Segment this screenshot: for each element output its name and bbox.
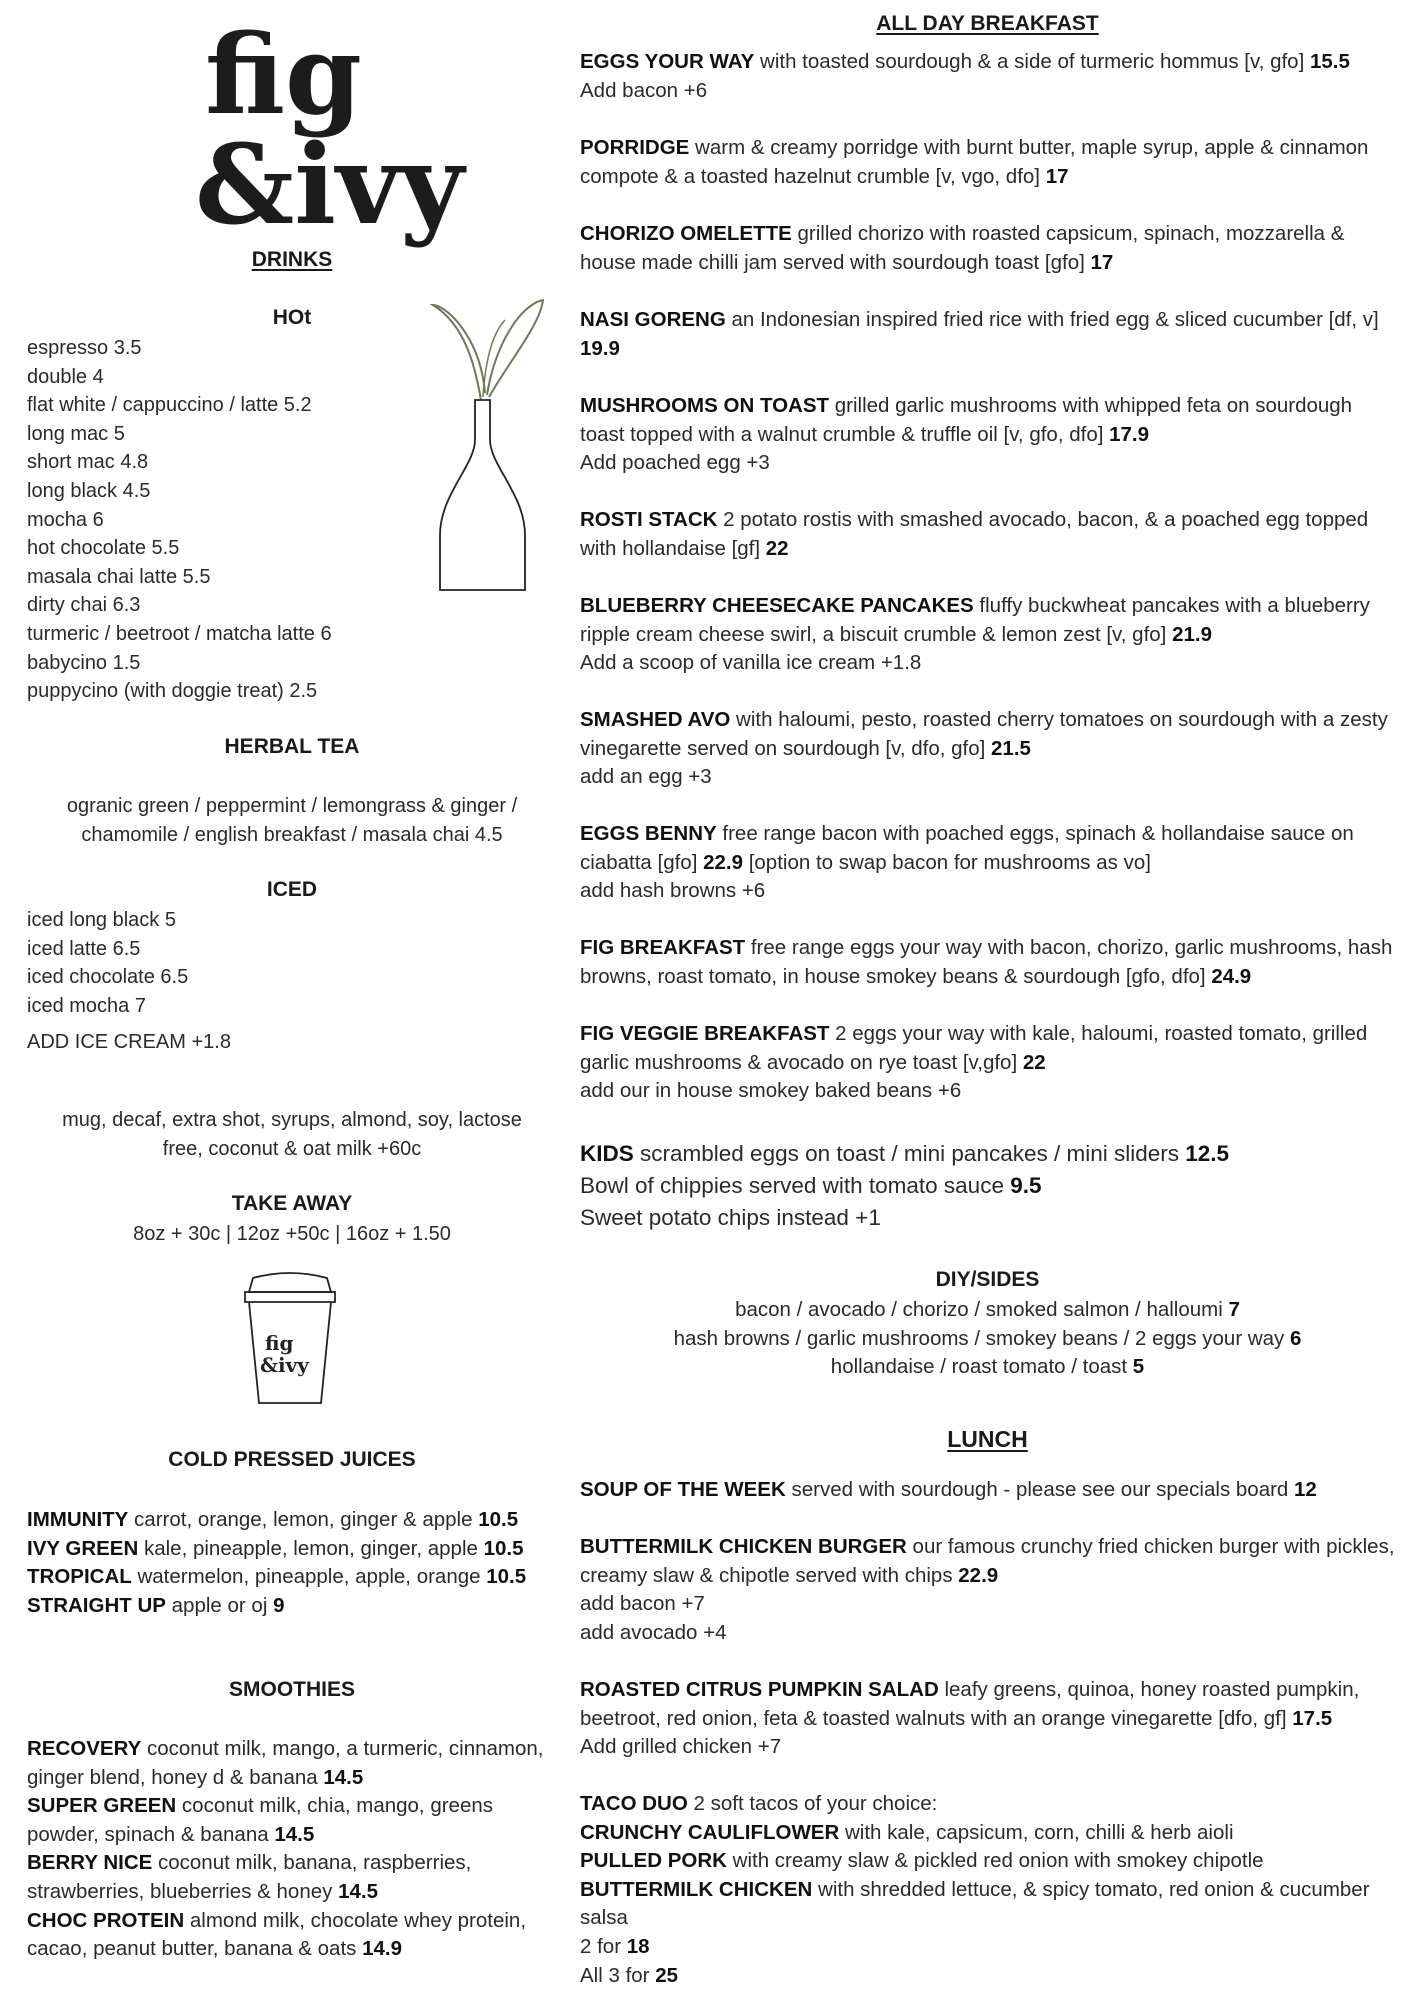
list-item: iced long black 5	[27, 909, 176, 931]
lunch-item: SOUP OF THE WEEK served with sourdough - please see our specials board 12	[580, 1478, 1317, 1501]
list-item: iced mocha 7	[27, 994, 146, 1017]
fig-ivy-logo	[195, 8, 464, 249]
list-item: iced latte 6.5	[27, 937, 141, 960]
svg-text:fig: fig	[205, 10, 362, 139]
list-item: RECOVERY coconut milk, mango, a turmeric, cinnamon, ginger blend, honey d & banana 14.5	[27, 1737, 544, 1789]
list-item: espresso 3.5	[27, 337, 142, 359]
smoothies-title: SMOOTHIES	[228, 1678, 355, 1701]
list-item: SUPER GREEN coconut milk, chia, mango, greens powder, spinach & banana 14.5	[27, 1794, 494, 1846]
herbal-tea-title: HERBAL TEA	[224, 735, 360, 758]
list-item: dirty chai 6.3	[27, 594, 141, 617]
list-item: flat white / cappuccino / latte 5.2	[27, 394, 312, 417]
list-item: TROPICAL watermelon, pineapple, apple, orange 10.5	[27, 1565, 527, 1589]
svg-text:&ivy: &ivy	[195, 120, 464, 249]
iced-title: ICED	[266, 878, 318, 901]
smoothies-list	[27, 1735, 557, 1964]
list-item: turmeric / beetroot / matcha latte 6	[27, 622, 332, 645]
breakfast-item: CHORIZO OMELETTE grilled chorizo with roasted capsicum, spinach, mozzarella & house made chilli jam served with sourdough toast [gfo] 17	[580, 222, 1345, 274]
breakfast-item: ROSTI STACK 2 potato rostis with smashed avocado, bacon, & a poached egg topped with hollandaise [gf] 22	[580, 508, 1369, 560]
coffee-cup-illustration	[235, 1268, 345, 1408]
breakfast-item: FIG BREAKFAST free range eggs your way with bacon, chorizo, garlic mushrooms, hash browns, roast tomato, in house smokey beans & sourdough [gfo, dfo] 24.9	[580, 936, 1393, 988]
iced-drinks-list	[27, 906, 557, 1057]
list-item: mocha 6	[27, 508, 104, 531]
list-item: short mac 4.8	[27, 451, 149, 474]
sides-title: DIY/SIDES	[935, 1268, 1040, 1291]
juices-title: COLD PRESSED JUICES	[168, 1448, 416, 1471]
lunch-item: ROASTED CITRUS PUMPKIN SALAD leafy greens, quinoa, honey roasted pumpkin, beetroot, red onion, feta & toasted walnuts with an orange vinegarette [dfo, gf] 17.5 Add grilled chicken +7	[580, 1678, 1360, 1759]
breakfast-item: SMASHED AVO with haloumi, pesto, roasted cherry tomatoes on sourdough with a zesty vinegarette served on sourdough [v, dfo, gfo] 21.5 add an egg +3	[580, 708, 1388, 789]
list-item: double 4	[27, 365, 104, 388]
sides-list: bacon / avocado / chorizo / smoked salmon / halloumi 7 hash browns / garlic mushrooms / smokey beans / 2 eggs your way 6 hollandaise / roast tomato / toast 5	[673, 1298, 1302, 1379]
milk-extras: mug, decaf, extra shot, syrups, almond, soy, lactose free, coconut & oat milk +60c	[62, 1109, 522, 1160]
breakfast-item: MUSHROOMS ON TOAST grilled garlic mushrooms with whipped feta on sourdough toast topped with a walnut crumble & truffle oil [v, gfo, dfo] 17.9 Add poached egg +3	[580, 394, 1353, 475]
breakfast-item: FIG VEGGIE BREAKFAST 2 eggs your way with kale, haloumi, roasted tomato, grilled garlic mushrooms & avocado on rye toast [v,gfo] 22 add our in house smokey baked beans +6	[580, 1022, 1368, 1103]
breakfast-item: PORRIDGE warm & creamy porridge with burnt butter, maple syrup, apple & cinnamon compote & a toasted hazelnut crumble [v, vgo, dfo] 17	[580, 136, 1369, 188]
hot-drinks-list	[27, 334, 557, 706]
list-item: BERRY NICE coconut milk, banana, raspberries, strawberries, blueberries & honey 14.5	[27, 1851, 472, 1903]
breakfast-item: EGGS BENNY free range bacon with poached eggs, spinach & hollandaise sauce on ciabatta [gfo] 22.9 [option to swap bacon for mushrooms as vo] add hash browns +6	[580, 822, 1354, 903]
list-item: CHOC PROTEIN almond milk, chocolate whey protein, cacao, peanut butter, banana & oats 14.9	[27, 1908, 527, 1961]
juices-list	[27, 1506, 557, 1620]
lunch-item: TACO DUO 2 soft tacos of your choice: CRUNCHY CAULIFLOWER with kale, capsicum, corn, chilli & herb aioli PULLED PORK with creamy slaw & pickled red onion with smokey chipotle BUTTERMILK CHICKEN with shredded lettuce, & spicy tomato, red onion & cucumber salsa 2 for 18 All 3 for 25	[580, 1792, 1370, 1987]
svg-text:fig: fig	[265, 1331, 294, 1355]
lunch-title: LUNCH	[947, 1426, 1028, 1452]
list-item: STRAIGHT UP apple or oj 9	[27, 1593, 285, 1617]
breakfast-item: EGGS YOUR WAY with toasted sourdough & a side of turmeric hommus [v, gfo] 15.5 Add bacon +6	[580, 50, 1350, 102]
list-item: babycino 1.5	[27, 651, 141, 674]
list-item: IVY GREEN kale, pineapple, lemon, ginger, apple 10.5	[27, 1536, 524, 1560]
breakfast-item: BLUEBERRY CHEESECAKE PANCAKES fluffy buckwheat pancakes with a blueberry ripple cream cheese swirl, a biscuit crumble & lemon zest [v, gfo] 21.9 Add a scoop of vanilla ice cream +1.8	[580, 594, 1370, 675]
list-item: hot chocolate 5.5	[27, 537, 180, 560]
kids-menu: KIDS scrambled eggs on toast / mini pancakes / mini sliders 12.5 Bowl of chippies served with tomato sauce 9.5 Sweet potato chips instead +1	[580, 1141, 1230, 1230]
list-item: IMMUNITY carrot, orange, lemon, ginger & apple 10.5	[27, 1508, 519, 1531]
breakfast-title: ALL DAY BREAKFAST	[876, 12, 1099, 35]
drinks-title: DRINKS	[251, 248, 333, 271]
list-item: iced chocolate 6.5	[27, 966, 189, 989]
herbal-tea-list: ogranic green / peppermint / lemongrass & ginger / chamomile / english breakfast / masala chai 4.5	[66, 795, 518, 846]
take-away-sizes: 8oz + 30c | 12oz +50c | 16oz + 1.50	[133, 1223, 451, 1245]
lunch-item: BUTTERMILK CHICKEN BURGER our famous crunchy fried chicken burger with pickles, creamy slaw & chipotle served with chips 22.9 add bacon +7 add avocado +4	[580, 1535, 1395, 1644]
svg-text:&ivy: &ivy	[260, 1353, 309, 1377]
list-item: long mac 5	[27, 422, 125, 445]
breakfast-item: NASI GORENG an Indonesian inspired fried rice with fried egg & sliced cucumber [df, v] 19.9	[580, 308, 1379, 360]
list-item: masala chai latte 5.5	[27, 565, 211, 588]
list-item: puppycino (with doggie treat) 2.5	[27, 680, 318, 703]
list-item: long black 4.5	[27, 479, 151, 502]
hot-title: HOt	[272, 306, 312, 329]
take-away-title: TAKE AWAY	[231, 1192, 353, 1215]
ice-cream-addon: ADD ICE CREAM +1.8	[27, 1031, 231, 1054]
